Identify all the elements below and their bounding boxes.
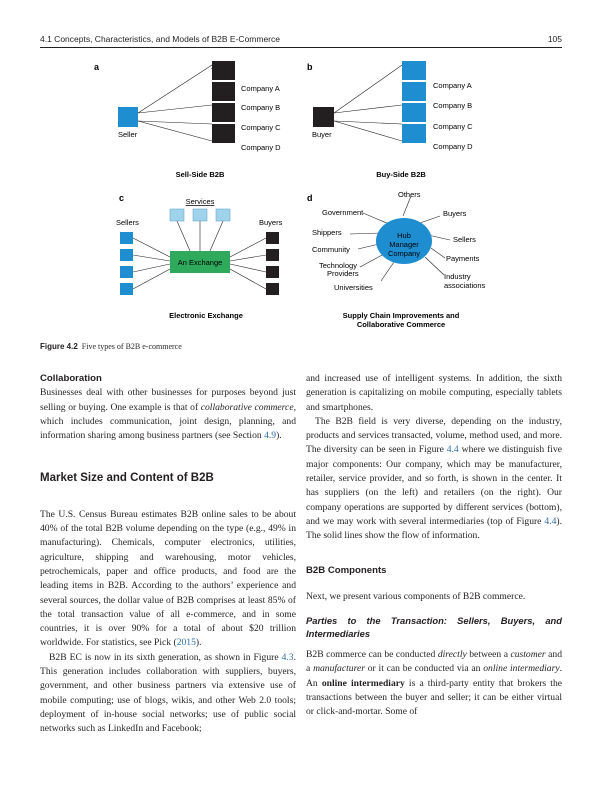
panel-b-company-box <box>402 61 426 80</box>
panel-d-associations: associations <box>444 281 486 290</box>
figure-caption <box>40 342 182 351</box>
running-header <box>40 34 562 48</box>
panel-a-company-box <box>212 82 235 101</box>
collaboration-heading: Collaboration <box>40 373 102 384</box>
panel-b-title: Buy-Side B2B <box>376 170 426 179</box>
panel-b-company-label: Company A <box>433 81 472 90</box>
panel-a-seller-label: Seller <box>118 130 138 139</box>
panel-b-company-label: Company D <box>433 142 473 151</box>
panel-a-letter: a <box>94 62 100 72</box>
header-section: 4.1 Concepts, Characteristics, and Models of B2B E-Commerce <box>40 34 280 44</box>
components-heading: B2B Components <box>306 564 387 576</box>
panel-a-company-label: Company C <box>241 123 281 132</box>
panel-b-company-label: Company B <box>433 101 473 110</box>
panel-b-company-box <box>402 103 426 122</box>
panel-b-company-box <box>402 124 426 143</box>
panel-d-government: Government <box>322 208 364 217</box>
market-paragraph-1: The U.S. Census Bureau estimates B2B online sales to be about 40% of the total B2B volume depending on the type (e.g., 49% in manufacturing). Chemicals, computer electronics, utilities, agriculture, shipping and warehousing, motor vehicles, petrochemicals, paper and office products, and food are the leading items in B2B. According to the authors’ experience and several sources, the dollar value of B2B comprises at least 85% of the total transaction value of all e-commerce, and in some countries, it is over 90% for a total of about $20 trillion worldwide. For statistics, see Pick (2015). <box>40 508 296 649</box>
panel-c-title: Electronic Exchange <box>169 311 243 320</box>
header-rule <box>40 47 562 48</box>
panel-d-sellers: Sellers <box>453 235 476 244</box>
panel-d-shippers: Shippers <box>312 228 342 237</box>
panel-c-exchange-label: An Exchange <box>177 258 223 267</box>
figure-link[interactable]: 4.4 <box>446 444 459 456</box>
panel-c-buyer-box <box>266 283 279 295</box>
panel-d-title: Supply Chain Improvements and <box>342 311 460 320</box>
parties-paragraph: B2B commerce can be conducted directly between a customer and a manufacturer or it can be conducted via an online intermediary. An online intermediary is a third-party entity that brokers the transactions between the buyer and seller; it can be either virtual or click-and-mortar. Some of <box>306 649 562 718</box>
figure-4-2 <box>40 52 562 342</box>
right-column <box>306 372 562 720</box>
panel-a-seller-box <box>118 107 138 127</box>
panel-a-title: Sell-Side B2B <box>175 170 225 179</box>
panel-b-buyer-box <box>313 107 334 127</box>
right-paragraph-2: The B2B field is very diverse, depending on the industry, products and services transacted, volume, method used, and more. The diversity can be seen in Figure 4.4 where we distinguish five major components: Our company, which may be manufacturer, retailer, service provider, and so forth, is shown in the center. It has suppliers (on the left) and retailers (on the right). Our company operations are supported by different services (bottom), and we may work with several intermediaries (top of Figure 4.4). The solid lines show the flow of information. <box>306 415 562 542</box>
market-paragraph-2: B2B EC is now in its sixth generation, as shown in Figure 4.3. This generation includes collaboration with suppliers, buyers, government, and other business partners via extensive use of mobile computing; use of blogs, wikis, and other Web 2.0 tools; deployment of in-house social networks; use of public social networks such as LinkedIn and Facebook; <box>40 651 296 735</box>
caption-label: Figure 4.2 <box>40 342 78 351</box>
panel-c-seller-box <box>120 249 133 261</box>
panel-c-service-box <box>216 209 230 221</box>
parties-heading: Parties to the Transaction: Sellers, Buyers, and Intermediaries <box>306 615 562 640</box>
panel-d-others: Others <box>398 190 421 199</box>
panel-d-industry: Industry <box>444 272 471 281</box>
figure-link[interactable]: 4.3 <box>281 651 294 663</box>
panel-d-universities: Universities <box>334 283 373 292</box>
panel-c-seller-box <box>120 266 133 278</box>
panel-c-buyer-box <box>266 266 279 278</box>
panel-c-service-box <box>170 209 184 221</box>
panel-b-letter: b <box>307 62 313 72</box>
panel-b-company-label: Company C <box>433 122 473 131</box>
panel-d-letter: d <box>307 193 313 203</box>
section-link[interactable]: 4.9 <box>264 430 277 442</box>
panel-b-buyer-label: Buyer <box>312 130 332 139</box>
panel-c-buyer-box <box>266 232 279 244</box>
panel-d-hub-label: Manager <box>389 240 419 249</box>
panel-a-company-label: Company A <box>241 84 280 93</box>
panel-c-sellers-label: Sellers <box>116 218 139 227</box>
panel-a-company-label: Company D <box>241 143 281 152</box>
figure-link[interactable]: 4.4 <box>544 515 557 527</box>
panel-d-payments: Payments <box>446 254 480 263</box>
panel-c-seller-box <box>120 232 133 244</box>
panel-c-letter: c <box>119 193 125 203</box>
caption-text: Five types of B2B e-commerce <box>81 342 182 351</box>
panel-d-technology: Technology <box>319 261 357 270</box>
panel-d-community: Community <box>312 245 350 254</box>
panel-c-seller-box <box>120 283 133 295</box>
panel-c-service-box <box>193 209 207 221</box>
collaboration-paragraph: Businesses deal with other businesses for purposes beyond just selling or buying. One example is that of collaborative commerce, which includes communication, joint design, planning, and information sharing among business partners (see Section 4.9). <box>40 387 296 442</box>
panel-c-buyers-label: Buyers <box>259 218 283 227</box>
citation-link[interactable]: 2015 <box>176 637 196 649</box>
left-column <box>40 372 296 737</box>
panel-d-providers: Providers <box>327 269 359 278</box>
page-number: 105 <box>547 34 562 44</box>
panel-a-company-box <box>212 103 235 122</box>
components-paragraph: Next, we present various components of B2B commerce. <box>306 590 526 602</box>
panel-d-title: Collaborative Commerce <box>356 320 446 329</box>
panel-d-hub-label: Hub <box>397 231 411 240</box>
panel-a-company-box <box>212 61 235 80</box>
panel-c-buyer-box <box>266 249 279 261</box>
panel-c-services-label: Services <box>185 197 215 206</box>
panel-a-company-box <box>212 124 235 143</box>
panel-d-buyers: Buyers <box>443 209 467 218</box>
panel-a-company-label: Company B <box>241 103 281 112</box>
panel-d-hub-label: Company <box>387 249 421 258</box>
panel-b-company-box <box>402 82 426 101</box>
right-paragraph-1: and increased use of intelligent systems. In addition, the sixth generation is capitalizing on mobile computing, especially tablets and smartphones. <box>306 373 562 413</box>
market-heading: Market Size and Content of B2B <box>40 472 214 485</box>
